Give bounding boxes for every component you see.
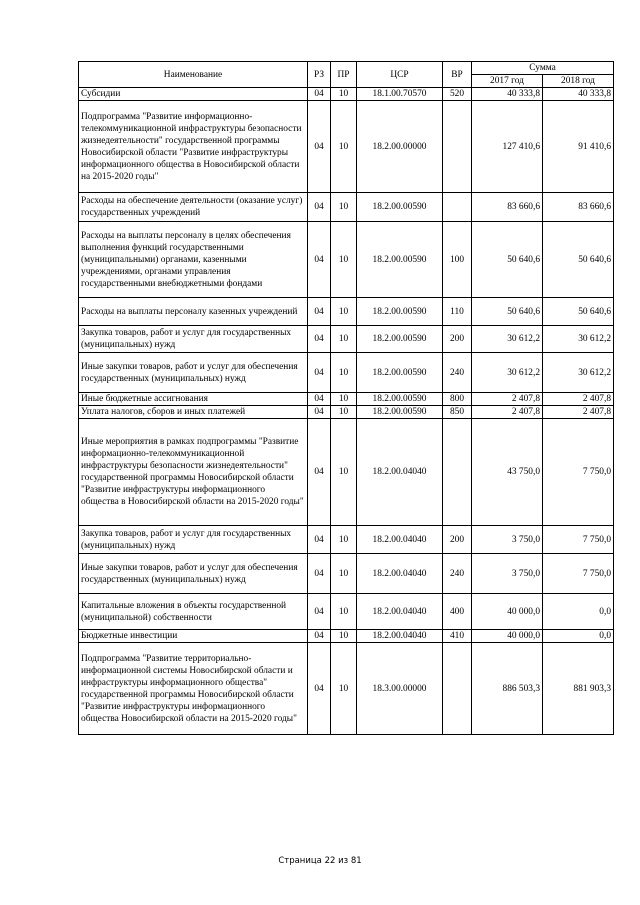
header-name: Наименование — [79, 62, 308, 88]
row-pr: 10 — [331, 393, 357, 406]
row-sum-2017: 127 410,6 — [472, 101, 543, 193]
page-footer: Страница 22 из 81 — [278, 856, 362, 866]
row-rz: 04 — [308, 630, 331, 643]
row-name: Иные мероприятия в рамках подпрограммы "Развитие информационно-телекоммуникационной инфраструктуры безопасности жизнедеятельности" государственной программы Новосибирской области "Развитие инфраструктуры информационного общества в Новосибирской области на 2015-2020 годы" — [79, 419, 308, 526]
row-vr — [443, 643, 472, 735]
row-csr: 18.2.00.00590 — [357, 193, 443, 222]
row-name: Бюджетные инвестиции — [79, 630, 308, 643]
row-pr: 10 — [331, 554, 357, 594]
row-vr — [443, 419, 472, 526]
row-sum-2018: 50 640,6 — [543, 298, 614, 326]
row-sum-2017: 43 750,0 — [472, 419, 543, 526]
row-sum-2018: 50 640,6 — [543, 222, 614, 298]
row-vr: 100 — [443, 222, 472, 298]
row-rz: 04 — [308, 406, 331, 419]
row-sum-2018: 7 750,0 — [543, 526, 614, 554]
row-vr: 200 — [443, 526, 472, 554]
table-header — [79, 62, 614, 88]
row-pr: 10 — [331, 526, 357, 554]
row-sum-2017: 3 750,0 — [472, 554, 543, 594]
row-rz: 04 — [308, 353, 331, 393]
row-csr: 18.2.00.04040 — [357, 419, 443, 526]
header-vr: ВР — [443, 62, 472, 88]
table-row — [79, 526, 614, 554]
row-rz: 04 — [308, 193, 331, 222]
table-row — [79, 222, 614, 298]
row-sum-2017: 30 612,2 — [472, 326, 543, 353]
row-pr: 10 — [331, 419, 357, 526]
row-pr: 10 — [331, 326, 357, 353]
row-sum-2018: 881 903,3 — [543, 643, 614, 735]
table-row — [79, 643, 614, 735]
row-sum-2018: 2 407,8 — [543, 406, 614, 419]
row-rz: 04 — [308, 298, 331, 326]
row-sum-2017: 2 407,8 — [472, 406, 543, 419]
row-rz: 04 — [308, 326, 331, 353]
table-row — [79, 630, 614, 643]
row-vr: 240 — [443, 554, 472, 594]
row-sum-2018: 0,0 — [543, 630, 614, 643]
row-sum-2017: 3 750,0 — [472, 526, 543, 554]
row-sum-2018: 91 410,6 — [543, 101, 614, 193]
row-name: Иные бюджетные ассигнования — [79, 393, 308, 406]
table-row — [79, 298, 614, 326]
row-csr: 18.2.00.00590 — [357, 393, 443, 406]
row-sum-2017: 50 640,6 — [472, 222, 543, 298]
table-row — [79, 326, 614, 353]
row-sum-2018: 40 333,8 — [543, 88, 614, 101]
table-row — [79, 419, 614, 526]
row-csr: 18.3.00.00000 — [357, 643, 443, 735]
budget-table — [78, 61, 614, 735]
table-row — [79, 193, 614, 222]
row-name: Иные закупки товаров, работ и услуг для обеспечения государственных (муниципальных) нужд — [79, 554, 308, 594]
row-csr: 18.2.00.00590 — [357, 406, 443, 419]
row-pr: 10 — [331, 222, 357, 298]
header-csr: ЦСР — [357, 62, 443, 88]
header-year-2018: 2018 год — [543, 75, 614, 88]
row-vr: 520 — [443, 88, 472, 101]
row-pr: 10 — [331, 193, 357, 222]
row-sum-2017: 2 407,8 — [472, 393, 543, 406]
row-rz: 04 — [308, 554, 331, 594]
row-name: Расходы на выплаты персоналу казенных учреждений — [79, 298, 308, 326]
row-csr: 18.2.00.00590 — [357, 326, 443, 353]
row-sum-2018: 30 612,2 — [543, 326, 614, 353]
row-rz: 04 — [308, 88, 331, 101]
table-body — [79, 88, 614, 735]
row-name: Расходы на обеспечение деятельности (оказание услуг) государственных учреждений — [79, 193, 308, 222]
row-pr: 10 — [331, 353, 357, 393]
row-sum-2017: 40 333,8 — [472, 88, 543, 101]
row-csr: 18.2.00.00590 — [357, 298, 443, 326]
row-sum-2018: 30 612,2 — [543, 353, 614, 393]
row-csr: 18.2.00.00000 — [357, 101, 443, 193]
table-row — [79, 88, 614, 101]
row-csr: 18.2.00.04040 — [357, 526, 443, 554]
row-sum-2017: 30 612,2 — [472, 353, 543, 393]
header-sum: Сумма — [472, 62, 614, 75]
table-row — [79, 406, 614, 419]
table-row — [79, 101, 614, 193]
row-sum-2018: 83 660,6 — [543, 193, 614, 222]
row-sum-2017: 40 000,0 — [472, 630, 543, 643]
row-sum-2017: 40 000,0 — [472, 594, 543, 630]
table-row — [79, 393, 614, 406]
table-row — [79, 594, 614, 630]
row-rz: 04 — [308, 101, 331, 193]
row-csr: 18.2.00.00590 — [357, 222, 443, 298]
row-name: Иные закупки товаров, работ и услуг для обеспечения государственных (муниципальных) нужд — [79, 353, 308, 393]
row-vr: 850 — [443, 406, 472, 419]
row-vr — [443, 193, 472, 222]
row-pr: 10 — [331, 406, 357, 419]
row-rz: 04 — [308, 393, 331, 406]
row-rz: 04 — [308, 526, 331, 554]
row-csr: 18.2.00.04040 — [357, 554, 443, 594]
row-name: Подпрограмма "Развитие территориально-информационной системы Новосибирской области и инфраструктуры информационного общества" государственной программы Новосибирской области "Развитие инфраструктуры информационного общества Новосибирской области на 2015-2020 годы" — [79, 643, 308, 735]
row-name: Расходы на выплаты персоналу в целях обеспечения выполнения функций государственными (муниципальными) органами, казенными учреждениями, органами управления государственными внебюджетными фондами — [79, 222, 308, 298]
row-sum-2017: 886 503,3 — [472, 643, 543, 735]
row-vr: 200 — [443, 326, 472, 353]
table-row — [79, 353, 614, 393]
row-pr: 10 — [331, 298, 357, 326]
row-rz: 04 — [308, 419, 331, 526]
header-rz: РЗ — [308, 62, 331, 88]
row-rz: 04 — [308, 594, 331, 630]
header-year-2017: 2017 год — [472, 75, 543, 88]
table-row — [79, 554, 614, 594]
row-csr: 18.1.00.70570 — [357, 88, 443, 101]
row-vr: 800 — [443, 393, 472, 406]
row-csr: 18.2.00.00590 — [357, 353, 443, 393]
row-name: Закупка товаров, работ и услуг для государственных (муниципальных) нужд — [79, 526, 308, 554]
row-vr: 400 — [443, 594, 472, 630]
row-name: Капитальные вложения в объекты государственной (муниципальной) собственности — [79, 594, 308, 630]
row-sum-2018: 0,0 — [543, 594, 614, 630]
row-pr: 10 — [331, 643, 357, 735]
row-sum-2018: 7 750,0 — [543, 419, 614, 526]
row-vr: 110 — [443, 298, 472, 326]
row-pr: 10 — [331, 101, 357, 193]
row-vr: 410 — [443, 630, 472, 643]
row-name: Уплата налогов, сборов и иных платежей — [79, 406, 308, 419]
row-name: Подпрограмма "Развитие информационно-телекоммуникационной инфраструктуры безопасности жизнедеятельности" государственной программы Новосибирской области "Развитие инфраструктуры информационного общества в Новосибирской области на 2015-2020 годы" — [79, 101, 308, 193]
row-vr: 240 — [443, 353, 472, 393]
row-sum-2018: 7 750,0 — [543, 554, 614, 594]
row-sum-2017: 50 640,6 — [472, 298, 543, 326]
row-pr: 10 — [331, 594, 357, 630]
row-name: Субсидии — [79, 88, 308, 101]
row-name: Закупка товаров, работ и услуг для государственных (муниципальных) нужд — [79, 326, 308, 353]
row-csr: 18.2.00.04040 — [357, 630, 443, 643]
header-pr: ПР — [331, 62, 357, 88]
row-vr — [443, 101, 472, 193]
row-pr: 10 — [331, 630, 357, 643]
row-rz: 04 — [308, 643, 331, 735]
row-pr: 10 — [331, 88, 357, 101]
row-sum-2017: 83 660,6 — [472, 193, 543, 222]
row-rz: 04 — [308, 222, 331, 298]
row-sum-2018: 2 407,8 — [543, 393, 614, 406]
row-csr: 18.2.00.04040 — [357, 594, 443, 630]
